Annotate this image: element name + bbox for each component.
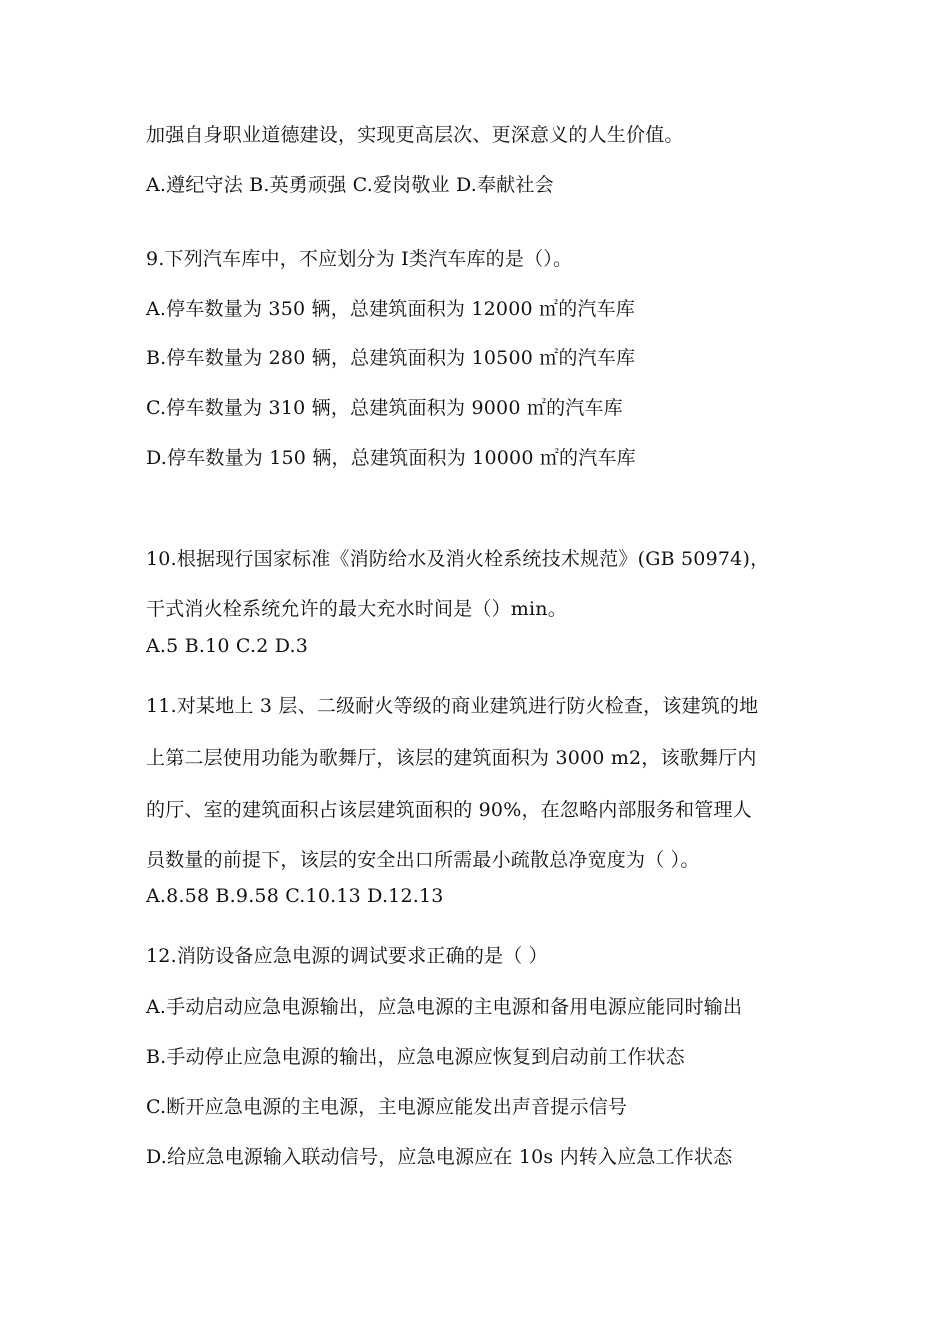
paragraph-intro-tail: 加强自身职业道德建设，实现更高层次、更深意义的人生价值。 (146, 124, 684, 146)
q11-stem-line4: 员数量的前提下，该层的安全出口所需最小疏散总净宽度为（ ）。 (146, 849, 700, 871)
q9-option-d: D.停车数量为 150 辆，总建筑面积为 10000 ㎡的汽车库 (146, 447, 636, 469)
q9-stem: 9.下列汽车库中，不应划分为 I类汽车库的是（）。 (146, 248, 573, 270)
q9-option-c: C.停车数量为 310 辆，总建筑面积为 9000 ㎡的汽车库 (146, 397, 623, 419)
q10-stem-line1: 10.根据现行国家标准《消防给水及消火栓系统技术规范》(GB 50974)， (146, 548, 770, 570)
q12-option-d: D.给应急电源输入联动信号，应急电源应在 10s 内转入应急工作状态 (146, 1146, 733, 1168)
q12-stem: 12.消防设备应急电源的调试要求正确的是（ ） (146, 945, 548, 967)
q8-options: A.遵纪守法 B.英勇顽强 C.爱岗敬业 D.奉献社会 (146, 174, 554, 196)
q12-option-a: A.手动启动应急电源输出，应急电源的主电源和备用电源应能同时输出 (146, 996, 743, 1018)
q11-stem-line1: 11.对某地上 3 层、二级耐火等级的商业建筑进行防火检查，该建筑的地 (146, 695, 759, 717)
q9-option-a: A.停车数量为 350 辆，总建筑面积为 12000 ㎡的汽车库 (146, 298, 636, 320)
q10-options: A.5 B.10 C.2 D.3 (146, 635, 309, 657)
q11-stem-line2: 上第二层使用功能为歌舞厅，该层的建筑面积为 3000 m2，该歌舞厅内 (146, 747, 757, 769)
q11-options: A.8.58 B.9.58 C.10.13 D.12.13 (146, 885, 444, 907)
q10-stem-line2: 干式消火栓系统允许的最大充水时间是（）min。 (146, 598, 567, 620)
q9-option-b: B.停车数量为 280 辆，总建筑面积为 10500 ㎡的汽车库 (146, 347, 636, 369)
q11-stem-line3: 的厅、室的建筑面积占该层建筑面积的 90%，在忽略内部服务和管理人 (146, 799, 752, 821)
q12-option-b: B.手动停止应急电源的输出，应急电源应恢复到启动前工作状态 (146, 1046, 685, 1068)
q12-option-c: C.断开应急电源的主电源，主电源应能发出声音提示信号 (146, 1096, 628, 1118)
